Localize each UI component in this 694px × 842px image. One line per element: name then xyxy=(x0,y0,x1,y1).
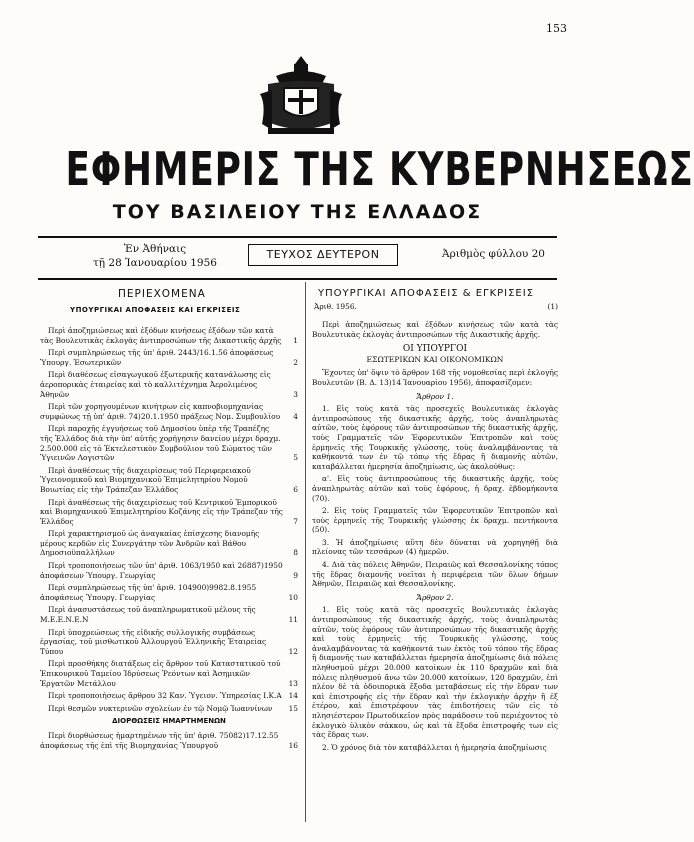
decision-preamble: Ἔχοντες ὑπ' ὄψιν τὸ ἄρθρον 168 τῆς νομοθεσίας περὶ ἐκλογῆς Βουλευτῶν (Β. Δ. 13)14 Ἰανουαρίου 1956), ἀποφασίζομεν: xyxy=(312,368,558,387)
toc-entry: Περὶ θεσμῶν νυκτερινῶν σχολείων ἐν τῷ Νομῷ Ἰωαννίνων 15 xyxy=(48,703,298,713)
decision-index: (1) xyxy=(547,302,558,311)
toc-entry: Περὶ ἀνασυστάσεως τοῦ ἀναπληρωματικοῦ μέλους τῆς Μ.Ε.Ε.Ν.Ε.Ν 11 xyxy=(40,605,298,625)
toc-entry: Περὶ τῶν χορηγουμένων κινήτρων εἰς καπνοβιομηχανίας συμφώνως τῇ ὑπ' ἀριθ. 74)20.1.1950 πράξεως Νομ. Συμβουλίου 4 xyxy=(40,402,298,421)
paragraph: α'. Εἰς τοὺς ἀντιπροσώπους τῆς δικαστικῆς ἀρχῆς, τοὺς ἀναπληρωτὰς αὐτῶν καὶ τοὺς ἐφόρους, ἡ δραχ. ἑβδομήκοντα (70). xyxy=(312,474,558,503)
toc-entry: Περὶ τροποποιήσεως τῶν ὑπ' ἀριθ. 1063/1950 καὶ 26887)1950 ἀποφάσεων Ὑπουργ. Γεωργίας 9 xyxy=(40,561,298,580)
toc-entry: Περὶ ἀποζημιώσεως καὶ ἐξόδων κινήσεως ἐξόδων τῶν κατὰ τὰς Βουλευτικὰς ἐκλογὰς ἀντιπροσώπων τῆς Δικαστικῆς ἀρχῆς 1 xyxy=(40,326,298,345)
toc-entry: Περὶ ἀναθέσεως τῆς διαχειρίσεως τοῦ Περιφερειακοῦ Ὑγειονομικοῦ καὶ Βιομηχανικοῦ Ἐπιμελητηρίου Νομοῦ Βοιωτίας εἰς τὴν Τράπεζαν Ἑλλάδος 6 xyxy=(40,465,298,494)
contents-list xyxy=(40,326,298,753)
decisions-title: ΥΠΟΥΡΓΙΚΑΙ ΑΠΟΦΑΣΕΙΣ & ΕΓΚΡΙΣΕΙΣ xyxy=(318,288,535,299)
article-2-heading: Ἄρθρον 2. xyxy=(416,592,454,602)
corrections-section-heading: ΔΙΟΡΘΩΣΕΙΣ ΗΜΑΡΤΗΜΕΝΩΝ xyxy=(112,717,226,726)
paragraph: 4. Διὰ τὰς πόλεις Ἀθηνῶν, Πειραιῶς καὶ Θεσσαλονίκης τόπος τῆς ἕδρας διαμονῆς νοεῖται ἡ περιφέρεια τῶν ὅλων δήμων Ἀθηνῶν, Πειραιῶς καὶ Θεσσαλονίκης. xyxy=(312,560,558,589)
toc-entry: Περὶ παροχῆς ἐγγυήσεως τοῦ Δημοσίου ὑπὲρ τῆς Τραπέζης τῆς Ἑλλάδος διὰ τὴν ὑπ' αὐτῆς χορήγησιν δανείου μέχρι δραχμ. 2.500.000 εἰς τὸ Ἐκτελεστικὸν Συμβούλιον τοῦ Σώματος τῶν Ὑγιεινῶν Λογιστῶν 5 xyxy=(40,424,298,463)
toc-entry: Περὶ προσθήκης διατάξεως εἰς ἄρθρον τοῦ Καταστατικοῦ τοῦ Ἐπικουρικοῦ Ταμείου Ἱδρύσεως Ῥεόντων καὶ Ἀσημικῶν Ἐργατῶν Μετάλλου 13 xyxy=(40,659,298,688)
issue-date: τῇ 28 Ἰανουαρίου 1956 xyxy=(93,257,217,269)
paragraph: 2. Ὁ χρόνος διὰ τὸν καταβάλλεται ἡ ἡμερησία ἀποζημίωσις xyxy=(322,742,547,752)
decision-number: Ἀριθ. 1956. xyxy=(314,302,357,311)
toc-entry: Περὶ διαθέσεως εἰσαγωγικοῦ ἐξωτερικῆς κατανάλωσης εἰς ἀεροπορικὰς ἑταιρείας καὶ τὸ καλλιτέχνημα Ἀερολιμένος Ἀθηνῶν 3 xyxy=(40,370,298,399)
paragraph: 1. Εἰς τοὺς κατὰ τὰς προσεχεῖς Βουλευτικὰς ἐκλογὰς ἀντιπροσώπους τῆς δικαστικῆς ἀρχῆς, τοὺς ἀναπληρωτὰς αὐτῶν, τοὺς ἐφόρους τῶν ἀντιπροσώπων τῆς δικαστικῆς ἀρχῆς, τοὺς Γραμματεῖς τῶν Ἐφορευτικῶν Ἐπιτροπῶν καὶ τοὺς ἑρμηνεῖς τῆς Τουρκικῆς γλώσσης, τοὺς ἀναλαμβάνοντας τὰ καθήκοντά των ἐν τῷ τόπῳ τῆς ἕδρας ἢ διαμονῆς αὐτῶν, καταβάλλεται ἡμερησία ἀποζημίωσις, ὡς ἀκολούθως: xyxy=(312,404,558,471)
contents-title: ΠΕΡΙΕΧΟΜΕΝΑ xyxy=(118,288,206,300)
toc-entry: Περὶ χαρακτηρισμοῦ ὡς ἀναγκαίας ἐπίσχεσης διανομῆς μέρους κερδῶν εἰς Συνεργάτην τῶν Ἀνδρῶν καὶ Βάθου Δημοσιοϋπαλλήλων 8 xyxy=(40,529,298,558)
toc-entry: Περὶ συμπληρώσεως τῆς ὑπ' ἀριθ. 2443/16.1.56 ἀποφάσεως Ὑπουργ. Ἐσωτερικῶν 2 xyxy=(40,348,298,367)
paragraph: 3. Ἡ ἀποζημίωσις αὕτη δὲν δύναται νὰ χορηγηθῇ διὰ πλείονας τῶν τεσσάρων (4) ἡμερῶν. xyxy=(312,537,558,557)
toc-entry: Περὶ τροποποιήσεως ἄρθρου 32 Καν. Ὑγειον. Ὑπηρεσίας Ι.Κ.Α 14 xyxy=(48,691,298,701)
toc-entry: Περὶ διορθώσεως ἡμαρτημένων τῆς ὑπ' ἀριθ. 75082)17.12.55 ἀποφάσεως τῆς ἐπὶ τῆς Βιομηχανίας Ὑπουργοῦ 16 xyxy=(40,730,298,750)
toc-entry: Περὶ ἀναθέσεως τῆς διαχειρίσεως τοῦ Κεντρικοῦ Ἐμπορικοῦ καὶ Βιομηχανικοῦ Ἐπιμελητηρίου Κοζάνης εἰς τὴν Τράπεζαν τῆς Ἑλλάδος 7 xyxy=(40,497,298,526)
masthead-subtitle: ΤΟΥ ΒΑΣΙΛΕΙΟΥ ΤΗΣ ΕΛΛΑΔΟΣ xyxy=(112,201,483,223)
decision-ministries: ΕΣΩΤΕΡΙΚΩΝ ΚΑΙ ΟΙΚΟΝΟΜΙΚΩΝ xyxy=(366,354,504,364)
sheet-number: Ἀριθμὸς φύλλου 20 xyxy=(441,248,545,260)
issue-series-box: ΤΕΥΧΟΣ ΔΕΥΤΕΡΟΝ xyxy=(248,244,398,266)
contents-section-heading: ΥΠΟΥΡΓΙΚΑΙ ΑΠΟΦΑΣΕΙΣ ΚΑΙ ΕΓΚΡΙΣΕΙΣ xyxy=(70,306,241,314)
toc-entry: Περὶ συμπληρώσεως τῆς ὑπ' ἀριθ. 104900)9982.8.1955 ἀποφάσεως Ὑπουργ. Γεωργίας 10 xyxy=(40,583,298,602)
decision-number-row xyxy=(312,302,558,314)
decision-summary: Περὶ ἀποζημιώσεως καὶ ἐξόδων κινήσεως τῶν κατὰ τὰς Βουλευτικὰς ἐκλογὰς ἀντιπροσώπων τῆς Δικαστικῆς ἀρχῆς. xyxy=(312,320,558,339)
paragraph: 2. Εἰς τοὺς Γραμματεῖς τῶν Ἐφορευτικῶν Ἐπιτροπῶν καὶ τοὺς ἑρμηνεῖς τῆς Τουρκικῆς γλώσσης ἐκ δραχμ. πεντήκοντα (50). xyxy=(312,506,558,535)
decision-heading: ΟΙ ΥΠΟΥΡΓΟΙ xyxy=(402,344,468,355)
masthead-title: ΕΦΗΜΕΡΙΣ ΤΗΣ ΚΥΒΕΡΝΗΣΕΩΣ xyxy=(65,142,694,196)
issue-info-bar xyxy=(38,238,557,278)
page-number: 153 xyxy=(546,22,567,35)
paragraph: 1. Εἰς τοὺς κατὰ τὰς προσεχεῖς Βουλευτικὰς ἐκλογὰς ἀντιπροσώπους τῆς δικαστικῆς ἀρχῆς, τοὺς ἀναπληρωτὰς αὐτῶν, τοὺς ἐφόρους τῶν ἀντιπροσώπων τῆς δικαστικῆς ἀρχῆς καὶ τοὺς ἑρμηνεῖς τῆς Τουρκικῆς γλώσσης, τοὺς ἀναλαμβάνοντας τὰ καθήκοντά των ἐκτὸς τοῦ τόπου τῆς ἕδρας ἢ διαμονῆς των καταβάλλεται ἡμερησία ἀποζημίωσις διὰ πόλεις πληθυσμοῦ μέχρι 20.000 κατοίκων ἐκ 110 δραχμῶν καὶ διὰ πόλεις πληθυσμοῦ ἄνω τῶν 20.000 κατοίκων, 120 δραχμῶν, ἐπὶ πλέον δὲ τὰ ὁδοιπορικὰ ἔξοδα μεταβάσεως εἰς τὴν ἕδραν των καὶ ἐπιστροφῆς εἰς τὴν ἕδραν καὶ τὴν ἐκλογικὴν ἀρχὴν ἢ ἐξ ἐτέρου, καὶ ἐπιστρέφουν τὰς ἐπιδοτήσεις τῶν εἰς τὸ πλησιέστερον Πρωτοδικεῖον πρὸς παράδοσιν τοῦ περιέχοντος τὸ ἐκλογικὸ ὑλικὸν σάκκου, ὡς καὶ τὰ ἔξοδα ἐπιστροφῆς των εἰς τὰς ἕδρας των. xyxy=(312,605,558,740)
coat-of-arms-emblem xyxy=(258,54,344,140)
decision-article xyxy=(312,286,558,755)
article-1-heading: Ἄρθρον 1. xyxy=(416,391,454,401)
toc-entry: Περὶ ὑποχρεώσεως τῆς εἰδικῆς συλλογικῆς συμβάσεως ἐργασίας, τοῦ μισθωτικοῦ Ἀλλουργοῦ Ἐλληνικῆς Ἐταιρείας Τύπου 12 xyxy=(40,627,298,656)
issue-place-date xyxy=(93,242,217,270)
column-divider xyxy=(305,282,306,822)
header-rule-bottom xyxy=(38,278,557,280)
issue-place: Ἐν Ἀθήναις xyxy=(123,243,187,255)
